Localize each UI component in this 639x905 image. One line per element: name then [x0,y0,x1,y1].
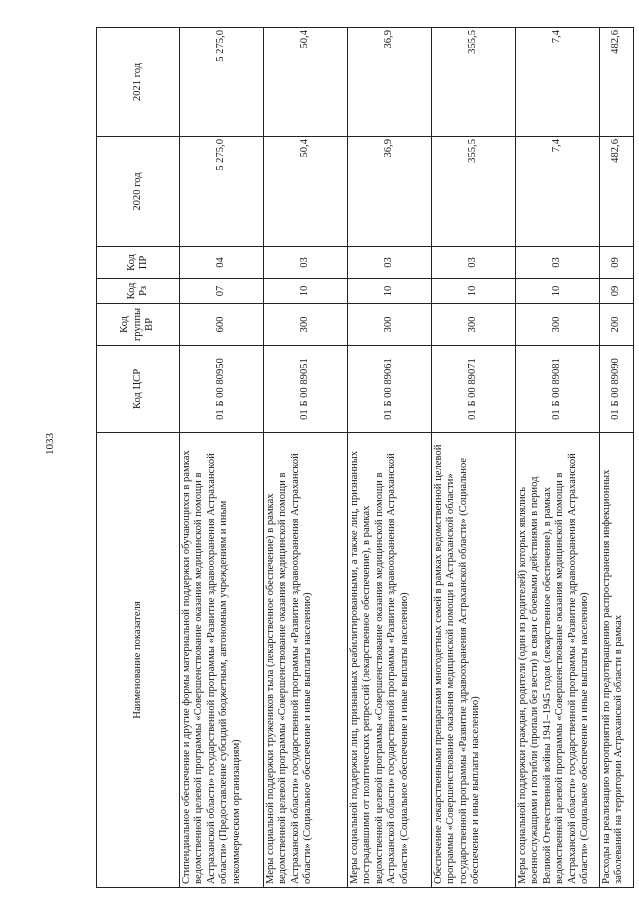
row-2021: 355,5 [432,28,516,137]
row-pr: 03 [516,247,600,279]
header-2020: 2020 год [97,137,180,247]
table-header-row [97,28,180,888]
row-rz: 10 [432,279,516,304]
row-name: Меры социальной поддержки тружеников тыла (лекарственное обеспечение) в рамках ведомственной целевой программы «Совершенствование оказания медицинской помощи в Астраханской области» государственной программы «Развитие здравоохранения Астраханской области» (Социальное обеспечение и иные выплаты населению) [264,433,348,888]
row-2020: 36,9 [348,137,432,247]
row-pr: 09 [600,247,634,279]
row-rz: 10 [264,279,348,304]
row-vr: 600 [180,304,264,346]
row-2020: 355,5 [432,137,516,247]
table-row [348,28,432,888]
header-rz: Код Рз [97,279,180,304]
row-csr: 01 Б 00 89071 [432,346,516,433]
row-csr: 01 Б 00 89051 [264,346,348,433]
page-number: 1033 [44,433,56,455]
row-name: Расходы на реализацию мероприятий по предотвращению распространения инфекционных заболеваний на территории Астраханской области в рамках [600,433,634,888]
row-pr: 04 [180,247,264,279]
row-2021: 482,6 [600,28,634,137]
row-name: Меры социальной поддержки граждан, родители (один из родителей) которых являлись военнослужащими и погибли (пропали без вести) в связи с боевыми действиями в период Великой Отечественной войны 1941–1945 годов (лекарственное обеспечение), в рамках ведомственной целевой программы «Совершенствование оказания медицинской помощи в Астраханской области» государственной программы «Развитие здравоохранения Астраханской области» (Социальное обеспечение и иные выплаты населению) [516,433,600,888]
row-2021: 36,9 [348,28,432,137]
row-name: Обеспечение лекарственными препаратами многодетных семей в рамках ведомственной целевой программы «Совершенствование оказания медицинской помощи в Астраханской области» государственной программы «Развитие здравоохранения Астраханской области» (Социальное обеспечение и иные выплаты населению) [432,433,516,888]
header-pr: Код ПР [97,247,180,279]
row-vr: 300 [348,304,432,346]
row-vr: 300 [432,304,516,346]
row-name: Меры социальной поддержки лиц, признанных реабилитированными, а также лиц, признанных пострадавшими от политических репрессий (лекарственное обеспечение), в рамках ведомственной целевой программы «Совершенствование оказания медицинской помощи в Астраханской области» государственной программы «Развитие здравоохранения Астраханской области» (Социальное обеспечение и иные выплаты населению) [348,433,432,888]
row-rz: 09 [600,279,634,304]
header-name: Наименование показателя [97,433,180,888]
row-name: Стипендиальное обеспечение и другие формы материальной поддержки обучающихся в рамках ведомственной целевой программы «Совершенствование оказания медицинской помощи в Астраханской области» государственной программы «Развитие здравоохранения Астраханской области» (Предоставление субсидий бюджетным, автономным учреждениям и иным некоммерческим организациям) [180,433,264,888]
row-csr: 01 Б 00 80950 [180,346,264,433]
row-2020: 7,4 [516,137,600,247]
budget-table [96,27,634,888]
row-vr: 300 [264,304,348,346]
row-2020: 50,4 [264,137,348,247]
header-2021: 2021 год [97,28,180,137]
table-row [600,28,634,888]
row-pr: 03 [264,247,348,279]
row-2021: 7,4 [516,28,600,137]
row-rz: 07 [180,279,264,304]
row-2020: 5 275,0 [180,137,264,247]
row-csr: 01 Б 00 89090 [600,346,634,433]
table-row [432,28,516,888]
row-vr: 300 [516,304,600,346]
table-row [180,28,264,888]
row-pr: 03 [432,247,516,279]
row-rz: 10 [348,279,432,304]
table-row [516,28,600,888]
row-rz: 10 [516,279,600,304]
row-2021: 50,4 [264,28,348,137]
rotated-table-container [96,28,625,888]
row-vr: 200 [600,304,634,346]
row-pr: 03 [348,247,432,279]
row-csr: 01 Б 00 89061 [348,346,432,433]
row-2021: 5 275,0 [180,28,264,137]
row-csr: 01 Б 00 89081 [516,346,600,433]
header-csr: Код ЦСР [97,346,180,433]
header-vr: Код группы ВР [97,304,180,346]
table-row [264,28,348,888]
row-2020: 482,6 [600,137,634,247]
